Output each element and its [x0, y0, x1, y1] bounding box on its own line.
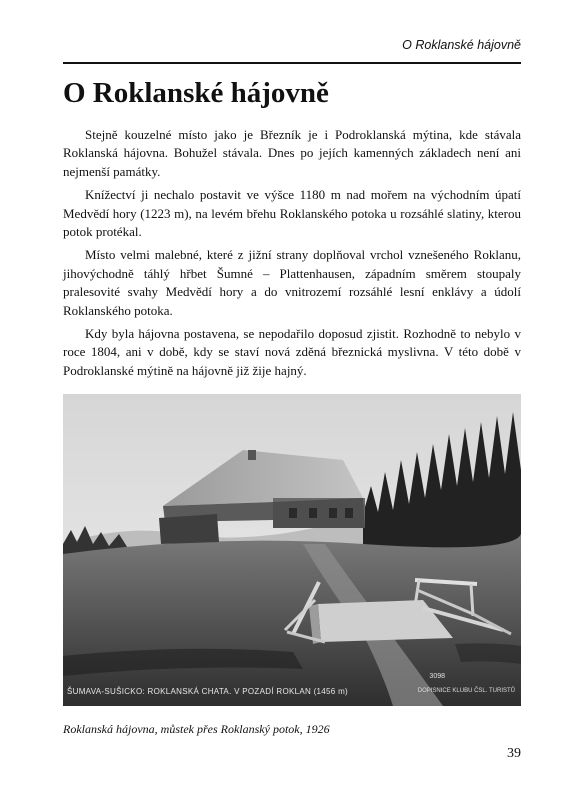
historic-photo — [63, 394, 521, 706]
photo-caption: Roklanská hájovna, můstek přes Roklanský potok, 1926 — [63, 722, 330, 736]
photo-illustration — [63, 394, 521, 706]
paragraph-2: Knížectví ji nechalo postavit ve výšce 1180 m nad mořem na východním úpatí Medvědí hory (1223 m), na levém břehu Roklanského potoka u rozsáhlé slatiny, kterou potok protékal. — [63, 187, 521, 240]
chapter-title: O Roklanské hájovně — [63, 77, 329, 109]
body-text — [63, 126, 521, 385]
running-head: O Roklanské hájovně — [402, 38, 521, 52]
paragraph-1: Stejně kouzelné místo jako je Březník je i Podroklanská mýtina, kde stávala Roklanská hájovna. Bohužel stávala. Dnes po jejích kamenných základech není ani nejmenší památky. — [63, 127, 521, 179]
paragraph-4: Kdy byla hájovna postavena, se nepodařilo doposud zjistit. Rozhodně to nebylo v roce 1804, ani v době, kdy se staví nová zděná březnická myslivna. V této době v Podroklanské mýtině na hájovně již žije hajný. — [63, 326, 521, 378]
page-number: 39 — [507, 746, 521, 761]
paragraph-3: Místo velmi malebné, které z jižní strany doplňoval vrchol vznešeného Roklanu, jihovýchodně táhlý hřbet Šumné – Plattenhausen, západním směrem stoupaly pralesovité svahy Medvědí hory a do vnitrozemí rozsáhlé lesní enklávy a údolí Roklanského potoka. — [63, 247, 521, 318]
photo-number: 3098 — [429, 673, 445, 680]
header-rule — [63, 62, 521, 64]
photo-publisher: DOPISNICE KLUBU ČSL. TURISTŮ — [417, 688, 515, 694]
photo-inscription: ŠUMAVA-SUŠICKO: ROKLANSKÁ CHATA. V POZADÍ ROKLAN (1456 m) — [67, 687, 349, 696]
